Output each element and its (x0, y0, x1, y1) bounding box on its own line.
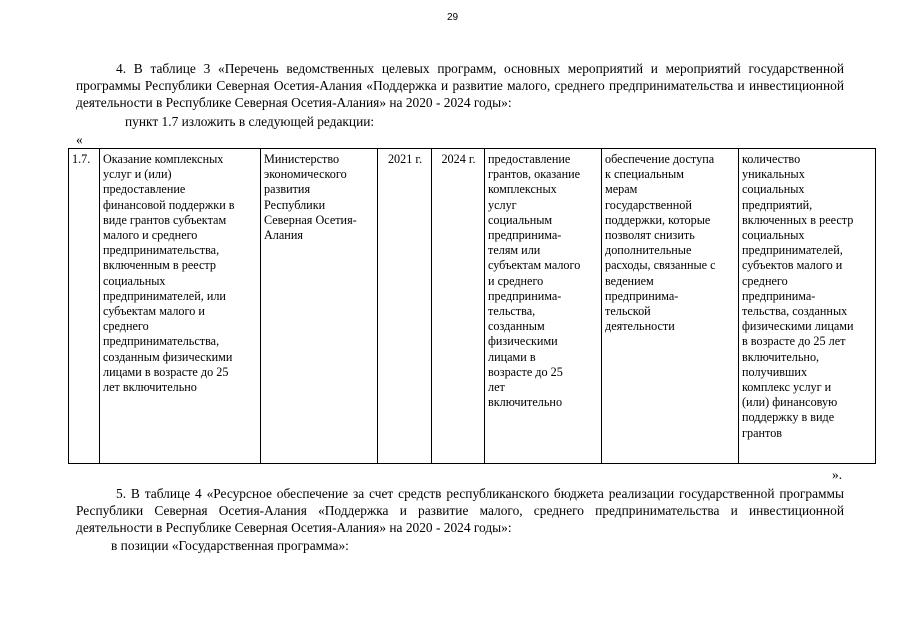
cell-line: комплекс услуг и (742, 380, 832, 395)
cell-line: среднего (103, 319, 149, 334)
cell-executor (261, 149, 378, 464)
paragraph-4-text: 4. В таблице 3 «Перечень ведомственных целевых программ, основных мероприятий и мероприятий государственной программы Республики Северная Осетия-Алания «Поддержка и развитие малого, среднего предпринимательства и инвестиционной деятельности в Республике Северная Осетия-Алания» на 2020 - 2024 годы»: (76, 61, 844, 110)
cell-line: субъектов малого и (742, 258, 843, 273)
cell-line: поддержку в виде (742, 410, 835, 425)
cell-line: созданным физическими (103, 349, 233, 364)
paragraph-4-subline: пункт 1.7 изложить в следующей редакции: (125, 114, 375, 129)
cell-line: малого и среднего (103, 228, 198, 243)
cell-line: Алания (264, 228, 303, 243)
cell-line: включенным в реестр (103, 258, 216, 273)
program-table (68, 148, 876, 464)
cell-line: получивших (742, 364, 808, 379)
cell-line: грантов, оказание (488, 167, 581, 182)
cell-line: уникальных (742, 167, 805, 182)
cell-line: физическими (488, 334, 558, 349)
cell-line: услуг (488, 197, 517, 212)
cell-line: предпринима- (742, 288, 816, 303)
opening-quote: « (76, 132, 83, 147)
cell-line: социальных (742, 182, 805, 197)
cell-line: деятельности (605, 319, 675, 334)
cell-line: Северная Осетия- (264, 212, 357, 227)
cell-line: Республики (264, 197, 326, 212)
cell-line: тельства, (488, 304, 536, 319)
cell-line: комплексных (488, 182, 557, 197)
cell-line: лет включительно (103, 380, 197, 395)
paragraph-4 (76, 60, 844, 111)
cell-line: к специальным (605, 167, 684, 182)
cell-line: государственной (605, 197, 692, 212)
cell-line: социальных (742, 228, 805, 243)
cell-line: предоставление (103, 182, 186, 197)
cell-line: предоставление (488, 152, 571, 166)
cell-end-year: 2024 г. (432, 149, 485, 464)
cell-line: услуг и (или) (103, 167, 172, 182)
cell-line: виде грантов субъектам (103, 212, 227, 227)
paragraph-5 (76, 485, 844, 536)
cell-line: предпринимательства, (103, 243, 220, 258)
cell-line: Оказание комплексных (103, 152, 224, 166)
cell-line: ведением (605, 273, 654, 288)
cell-line: социальным (488, 212, 553, 227)
cell-line: дополнительные (605, 243, 692, 258)
cell-line: грантов (742, 425, 783, 440)
cell-line: и среднего (488, 273, 544, 288)
cell-line: предпринимательства, (103, 334, 220, 349)
cell-indicator (739, 149, 876, 464)
table-row (69, 149, 876, 464)
closing-quote: ». (832, 467, 843, 482)
cell-line: обеспечение доступа (605, 152, 715, 166)
page-number: 29 (446, 12, 459, 23)
cell-line: предпринима- (488, 228, 562, 243)
cell-line: количество (742, 152, 801, 166)
paragraph-5-subline: в позиции «Государственная программа»: (111, 538, 349, 553)
paragraph-5-text: 5. В таблице 4 «Ресурсное обеспечение за счет средств республиканского бюджета реализации государственной программы Республики Северная Осетия-Алания «Поддержка и развитие малого, среднего предпринимательства и инвестиционной деятельности в Республике Северная Осетия-Алания» на 2020 - 2024 годы»: (76, 486, 844, 535)
cell-line: мерам (605, 182, 638, 197)
cell-line: (или) финансовую (742, 395, 838, 410)
cell-line: предпринима- (488, 288, 562, 303)
cell-activity-name (100, 149, 261, 464)
cell-line: субъектам малого (488, 258, 581, 273)
cell-line: включенных в реестр (742, 212, 854, 227)
cell-line: в возрасте до 25 лет (742, 334, 846, 349)
cell-line: лицами в возрасте до 25 (103, 364, 229, 379)
cell-line: лицами в (488, 349, 536, 364)
cell-line: телям или (488, 243, 541, 258)
cell-line: лет (488, 380, 505, 395)
cell-expected-result (485, 149, 602, 464)
cell-line: позволят снизить (605, 228, 695, 243)
cell-line: среднего (742, 273, 788, 288)
cell-line: финансовой поддержки в (103, 197, 235, 212)
cell-line: предприятий, (742, 197, 813, 212)
cell-line: предпринимателей, (742, 243, 843, 258)
cell-consequence (602, 149, 739, 464)
cell-item-number: 1.7. (69, 149, 100, 464)
cell-line: предпринима- (605, 288, 679, 303)
cell-line: созданным (488, 319, 545, 334)
cell-line: развития (264, 182, 311, 197)
cell-line: субъектам малого и (103, 304, 205, 319)
cell-line: тельства, созданных (742, 304, 848, 319)
cell-line: тельской (605, 304, 651, 319)
cell-line: расходы, связанные с (605, 258, 716, 273)
cell-line: экономического (264, 167, 347, 182)
cell-line: возрасте до 25 (488, 364, 563, 379)
cell-line: социальных (103, 273, 166, 288)
cell-line: предпринимателей, или (103, 288, 226, 303)
cell-line: включительно (488, 395, 563, 410)
cell-line: поддержки, которые (605, 212, 711, 227)
cell-start-year: 2021 г. (378, 149, 432, 464)
cell-line: физическими лицами (742, 319, 854, 334)
cell-line: включительно, (742, 349, 820, 364)
cell-line: Министерство (264, 152, 340, 166)
